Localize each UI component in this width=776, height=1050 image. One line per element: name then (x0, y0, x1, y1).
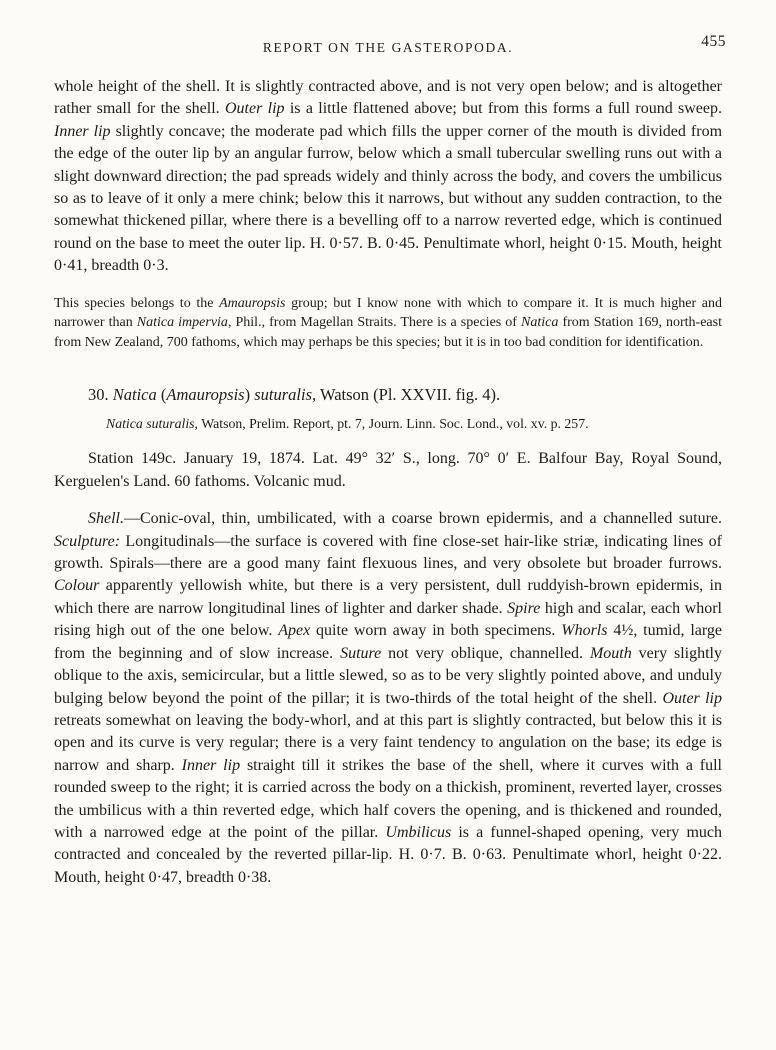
text-run-italic: Colour (54, 577, 100, 595)
text-run-italic: Sculpture: (54, 532, 121, 550)
paragraph-station (54, 448, 722, 493)
text-run-italic: Natica (112, 385, 157, 405)
text-run-italic: Amauropsis (166, 385, 245, 405)
paragraph-shell-continuation (54, 76, 722, 278)
text-run-italic: Inner lip (54, 122, 111, 140)
text-run-italic: Suture (340, 644, 382, 662)
species-citation (54, 415, 722, 433)
page-number: 455 (701, 33, 726, 50)
text-run: ) (244, 385, 255, 405)
text-run: group; but I know none with which to compare it. It is much higher and narrower than (54, 295, 722, 331)
text-run: high and scalar, each whorl rising high out of the one below. (54, 599, 723, 640)
text-run: not very oblique, channelled. (381, 644, 590, 662)
text-run: , Phil., from Magellan Straits. There is a species of (227, 315, 522, 331)
text-run-italic: Natica (521, 315, 559, 331)
text-run: ( (156, 385, 167, 405)
text-run: from Station 169, north-east from New Zealand, 700 fathoms, which may perhaps be this species; but it is in too bad condition for identification. (54, 315, 722, 350)
running-head (54, 33, 726, 62)
text-run-italic: suturalis (254, 385, 313, 405)
text-run: slightly concave; the moderate pad which fills the upper corner of the mouth is divided from the edge of the outer lip by an angular furrow, below which a small tubercular swelling runs out with a slight downward direction; the pad spreads widely and thinly across the body, and covers the umbilicus so as to leave of it only a mere chink; below this it narrows, but without any sudden contraction, to the somewhat thickened pillar, where there is a bevelling off to a narrow reverted edge, which is continued round on the base to meet the outer lip. H. 0·57. B. 0·45. Penultimate whorl, height 0·15. Mouth, height 0·41, breadth 0·3. (54, 122, 723, 275)
text-run-italic: Spire (507, 599, 541, 617)
text-run: , Watson (Pl. XXVII. fig. 4). (312, 385, 501, 405)
text-run-italic: Shell. (88, 510, 124, 528)
text-run: This species belongs to the (54, 295, 220, 311)
text-run: , Watson, Prelim. Report, pt. 7, Journ. Linn. Soc. Lond., vol. xv. p. 257. (194, 416, 589, 432)
text-run: Longitudinals—the surface is covered with fine close-set hair-like striæ, indicating lines of growth. Spirals—there are a good many faint flexuous lines, and very obsolete but broader furrows. (54, 532, 722, 573)
text-run: is a funnel-shaped opening, very much contracted and concealed by the reverted pillar-lip. H. 0·7. B. 0·63. Penultimate whorl, height 0·22. Mouth, height 0·47, breadth 0·38. (54, 823, 722, 886)
species-heading (54, 384, 722, 406)
paragraph-shell-description (54, 508, 722, 889)
text-run: is a little flattened above; but from this forms a full round sweep. (284, 100, 723, 118)
text-run-italic: Natica suturalis (106, 416, 195, 432)
running-head-title: REPORT ON THE GASTEROPODA. (262, 40, 514, 55)
text-run-italic: Apex (278, 622, 311, 640)
text-run: 30. (88, 385, 113, 405)
text-run: retreats somewhat on leaving the body-whorl, and at this part is slightly contracted, but below this it is open and its curve is very regular; there is a very faint tendency to angulation on the base; its edge is narrow and sharp. (54, 711, 722, 774)
text-run: whole height of the shell. It is slightly contracted above, and is not very open below; and is altogether rather small for the shell. (54, 78, 722, 118)
text-run-italic: Whorls (561, 622, 608, 640)
text-run-italic: Amauropsis (219, 295, 286, 311)
text-run-italic: Outer lip (224, 100, 285, 118)
text-run-italic: Mouth (589, 644, 632, 662)
text-run-italic: Outer lip (662, 689, 722, 707)
text-run-italic: Umbilicus (385, 823, 452, 841)
paragraph-remarks (54, 294, 722, 353)
text-run: apparently yellowish white, but there is a very persistent, dull ruddyish-brown epidermis, in which there are narrow longitudinal lines of lighter and darker shade. (54, 577, 722, 617)
text-run: Station 149c. January 19, 1874. Lat. 49° 32′ S., long. 70° 0′ E. Balfour Bay, Royal Sound, Kerguelen's Land. 60 fathoms. Volcanic mud. (54, 450, 722, 490)
text-run: straight till it strikes the base of the shell, where it curves with a full rounded sweep to the right; it is carried across the body on a thickish, prominent, reverted layer, crosses the umbilicus with a thin reverted edge, which half covers the opening, and is thickened and rounded, with a narrowed edge at the point of the pillar. (54, 756, 723, 841)
text-run-italic: Inner lip (181, 756, 241, 774)
text-run: —Conic-oval, thin, umbilicated, with a coarse brown epidermis, and a channelled suture. (124, 510, 722, 528)
text-run-italic: Natica impervia (136, 315, 228, 331)
text-run: very slightly oblique to the axis, semicircular, but a little slewed, so as to be very slightly pointed above, and unduly bulging below beyond the point of the pillar; it is two-thirds of the total height of the shell. (54, 644, 723, 707)
text-run: quite worn away in both specimens. (310, 622, 562, 640)
text-run: 4½, tumid, large from the beginning and of slow increase. (54, 622, 723, 662)
